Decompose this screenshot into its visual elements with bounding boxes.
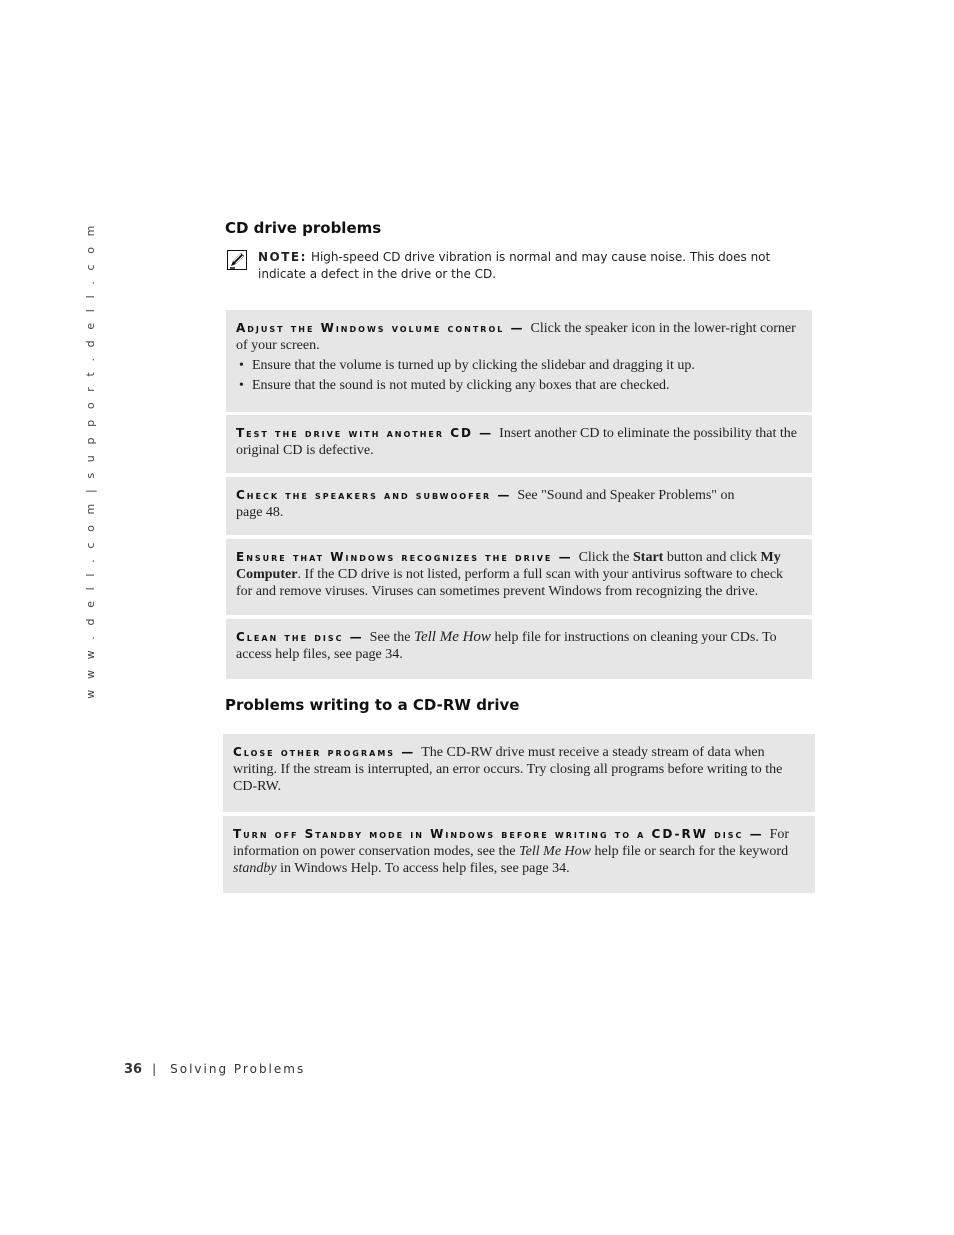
- tip-text: See "Sound and Speaker Problems" on page 48.: [236, 488, 735, 520]
- side-url: w w w . d e l l . c o m | s u p p o r t . d e l l . c o m: [84, 222, 97, 699]
- tip-lead: Clean the disc —: [236, 630, 364, 644]
- tell-me-how-label: Tell Me How: [413, 629, 491, 645]
- tip-box-adjust-volume: [226, 310, 812, 412]
- page-number: 36: [124, 1062, 143, 1077]
- tip-box-windows-recognizes: [226, 539, 812, 615]
- note: [227, 249, 812, 283]
- pencil-note-icon: [227, 250, 247, 270]
- tip-box-close-programs: [223, 734, 815, 812]
- note-body: High-speed CD drive vibration is normal and may cause noise. This does not indicate a defect in the drive or the CD.: [258, 250, 771, 281]
- tip-box-turn-off-standby: [223, 816, 815, 893]
- tell-me-how-label: Tell Me How: [519, 844, 591, 859]
- note-label: NOTE:: [258, 250, 307, 264]
- tip-text: button and click: [663, 550, 761, 565]
- section-title-cdrw-problems: Problems writing to a CD-RW drive: [225, 696, 520, 714]
- tip-lead: Test the drive with another CD —: [236, 426, 494, 440]
- tip-box-check-speakers: [226, 477, 812, 535]
- tip-text: See the: [369, 630, 414, 645]
- tip-text: For information on power conservation modes, see the: [233, 827, 790, 859]
- standby-keyword: standby: [233, 861, 277, 876]
- tip-lead: Close other programs —: [233, 745, 416, 759]
- tip-lead: Adjust the Windows volume control —: [236, 321, 525, 335]
- tip-bullet-list: [236, 357, 802, 394]
- tip-text: Insert another CD to eliminate the possibility that the original CD is defective.: [236, 426, 797, 458]
- page-footer: [124, 1062, 305, 1077]
- tip-lead: Turn off Standby mode in Windows before writing to a CD-RW disc —: [233, 827, 764, 841]
- my-computer-label: My Computer: [236, 550, 781, 582]
- tip-lead: Ensure that Windows recognizes the drive —: [236, 550, 573, 564]
- tip-box-clean-disc: [226, 619, 812, 679]
- note-text: [258, 249, 812, 283]
- tip-lead: Check the speakers and subwoofer —: [236, 488, 512, 502]
- tip-text: in Windows Help. To access help files, see page 34.: [276, 861, 570, 876]
- tip-text: Click the speaker icon in the lower-right corner of your screen.: [236, 321, 796, 353]
- start-label: Start: [633, 550, 664, 565]
- tip-text: help file or search for the keyword: [590, 844, 789, 859]
- tip-box-test-drive: [226, 415, 812, 473]
- list-item: • Ensure that the sound is not muted by clicking any boxes that are checked.: [252, 377, 802, 394]
- footer-title: Solving Problems: [170, 1062, 306, 1076]
- tip-text: . If the CD drive is not listed, perform a full scan with your antivirus software to check for and remove viruses. Viruses can sometimes prevent Windows from recognizing the drive.: [236, 567, 784, 599]
- tip-text: Click the: [578, 550, 634, 565]
- tip-text: help file for instructions on cleaning your CDs. To access help files, see page 34.: [236, 630, 777, 662]
- section-title-cd-drive-problems: CD drive problems: [225, 219, 382, 237]
- tip-text: The CD-RW drive must receive a steady stream of data when writing. If the stream is interrupted, an error occurs. Try closing all programs before writing to the CD-RW.: [233, 745, 783, 794]
- list-item: • Ensure that the volume is turned up by clicking the slidebar and dragging it up.: [252, 357, 802, 374]
- footer-separator: |: [152, 1062, 157, 1076]
